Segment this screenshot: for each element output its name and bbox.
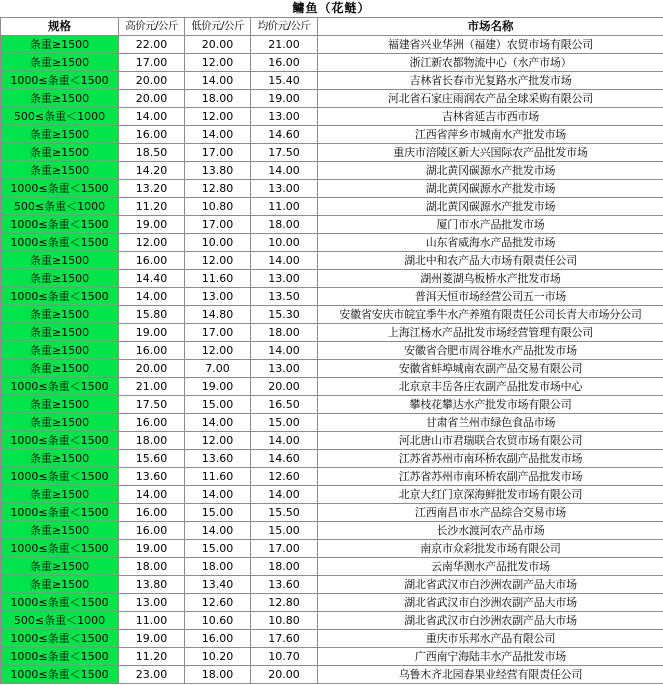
market-cell[interactable]: 河北唐山市君瑞联合农贸市场有限公司: [318, 432, 663, 450]
market-cell[interactable]: 湖北黄冈碳源水产批发市场: [318, 162, 663, 180]
low-price-cell[interactable]: 17.00: [185, 144, 251, 162]
spec-cell[interactable]: 1000≤条重＜1500: [1, 540, 119, 558]
table-row: [1, 540, 663, 558]
market-cell[interactable]: 上海江杨水产品批发市场经营管理有限公司: [318, 324, 663, 342]
header-spec[interactable]: 规格: [1, 18, 119, 36]
low-price-cell[interactable]: 12.00: [185, 252, 251, 270]
avg-price-cell[interactable]: 14.00: [251, 252, 318, 270]
low-price-cell[interactable]: 17.00: [185, 324, 251, 342]
avg-price-cell[interactable]: 20.00: [251, 666, 318, 684]
table-row: [1, 216, 663, 234]
table-row: [1, 342, 663, 360]
market-cell[interactable]: 安徽省安庆市皖宜季牛水产养殖有限责任公司长青大市场分公司: [318, 306, 663, 324]
high-price-cell[interactable]: 19.00: [119, 630, 185, 648]
low-price-cell[interactable]: 11.60: [185, 270, 251, 288]
header-market[interactable]: 市场名称: [318, 18, 663, 36]
market-cell[interactable]: 南京市众彩批发市场有限公司: [318, 540, 663, 558]
low-price-cell[interactable]: 14.00: [185, 414, 251, 432]
avg-price-cell[interactable]: 15.30: [251, 306, 318, 324]
high-price-cell[interactable]: 14.00: [119, 486, 185, 504]
market-cell[interactable]: 攀枝花攀达水产批发市场有限公司: [318, 396, 663, 414]
spec-cell[interactable]: 1000≤条重＜1500: [1, 504, 119, 522]
avg-price-cell[interactable]: 13.00: [251, 180, 318, 198]
high-price-cell[interactable]: 14.20: [119, 162, 185, 180]
avg-price-cell[interactable]: 14.00: [251, 432, 318, 450]
avg-price-cell[interactable]: 14.60: [251, 126, 318, 144]
high-price-cell[interactable]: 15.60: [119, 450, 185, 468]
table-row: [1, 504, 663, 522]
table-row: [1, 198, 663, 216]
spec-cell[interactable]: 1000≤条重＜1500: [1, 432, 119, 450]
avg-price-cell[interactable]: 14.00: [251, 162, 318, 180]
low-price-cell[interactable]: 20.00: [185, 36, 251, 54]
table-row: [1, 36, 663, 54]
spec-cell[interactable]: 条重≥1500: [1, 270, 119, 288]
low-price-cell[interactable]: 12.00: [185, 108, 251, 126]
table-row: [1, 612, 663, 630]
spec-cell[interactable]: 条重≥1500: [1, 306, 119, 324]
table-row: [1, 630, 663, 648]
table-row: [1, 162, 663, 180]
spec-cell[interactable]: 1000≤条重＜1500: [1, 378, 119, 396]
table-row: [1, 450, 663, 468]
market-cell[interactable]: 北京大红门京深海鲜批发市场有限公司: [318, 486, 663, 504]
high-price-cell[interactable]: 19.00: [119, 324, 185, 342]
high-price-cell[interactable]: 17.50: [119, 396, 185, 414]
low-price-cell[interactable]: 11.60: [185, 468, 251, 486]
spec-cell[interactable]: 条重≥1500: [1, 324, 119, 342]
high-price-cell[interactable]: 14.00: [119, 108, 185, 126]
spec-cell[interactable]: 1000≤条重＜1500: [1, 630, 119, 648]
high-price-cell[interactable]: 20.00: [119, 90, 185, 108]
table-row: [1, 90, 663, 108]
avg-price-cell[interactable]: 12.80: [251, 594, 318, 612]
low-price-cell[interactable]: 18.00: [185, 90, 251, 108]
high-price-cell[interactable]: 12.00: [119, 234, 185, 252]
high-price-cell[interactable]: 15.80: [119, 306, 185, 324]
spec-cell[interactable]: 条重≥1500: [1, 360, 119, 378]
high-price-cell[interactable]: 14.40: [119, 270, 185, 288]
table-row: [1, 594, 663, 612]
market-cell[interactable]: 浙江新农都物流中心（水产市场）: [318, 54, 663, 72]
market-cell[interactable]: 长沙水渡河农产品市场: [318, 522, 663, 540]
table-row: [1, 558, 663, 576]
high-price-cell[interactable]: 13.80: [119, 576, 185, 594]
market-cell[interactable]: 厦门市水产品批发市场: [318, 216, 663, 234]
avg-price-cell[interactable]: 15.50: [251, 504, 318, 522]
market-cell[interactable]: 吉林省延吉市西市场: [318, 108, 663, 126]
market-cell[interactable]: 普洱天恒市场经营公司五一市场: [318, 288, 663, 306]
avg-price-cell[interactable]: 15.00: [251, 522, 318, 540]
spec-cell[interactable]: 条重≥1500: [1, 162, 119, 180]
high-price-cell[interactable]: 20.00: [119, 72, 185, 90]
market-cell[interactable]: 江苏省苏州市南环桥农副产品批发市场: [318, 468, 663, 486]
avg-price-cell[interactable]: 17.50: [251, 144, 318, 162]
high-price-cell[interactable]: 11.20: [119, 198, 185, 216]
market-cell[interactable]: 湖北中和农产品大市场有限责任公司: [318, 252, 663, 270]
table-row: [1, 234, 663, 252]
spec-cell[interactable]: 500≤条重＜1000: [1, 198, 119, 216]
spec-cell[interactable]: 1000≤条重＜1500: [1, 234, 119, 252]
spec-cell[interactable]: 条重≥1500: [1, 342, 119, 360]
avg-price-cell[interactable]: 18.00: [251, 558, 318, 576]
high-price-cell[interactable]: 18.50: [119, 144, 185, 162]
table-row: [1, 486, 663, 504]
low-price-cell[interactable]: 10.00: [185, 234, 251, 252]
spec-cell[interactable]: 1000≤条重＜1500: [1, 180, 119, 198]
low-price-cell[interactable]: 18.00: [185, 558, 251, 576]
avg-price-cell[interactable]: 20.00: [251, 378, 318, 396]
spec-cell[interactable]: 500≤条重＜1000: [1, 108, 119, 126]
market-cell[interactable]: 湖北黄冈碳源水产批发市场: [318, 198, 663, 216]
market-cell[interactable]: 吉林省长春市光复路水产批发市场: [318, 72, 663, 90]
avg-price-cell[interactable]: 10.70: [251, 648, 318, 666]
spec-cell[interactable]: 条重≥1500: [1, 576, 119, 594]
table-row: [1, 252, 663, 270]
table-row: [1, 144, 663, 162]
avg-price-cell[interactable]: 14.60: [251, 450, 318, 468]
low-price-cell[interactable]: 15.00: [185, 396, 251, 414]
market-cell[interactable]: 江苏省苏州市南环桥农副产品批发市场: [318, 450, 663, 468]
spec-cell[interactable]: 1000≤条重＜1500: [1, 594, 119, 612]
spec-cell[interactable]: 条重≥1500: [1, 90, 119, 108]
table-row: [1, 108, 663, 126]
avg-price-cell[interactable]: 10.00: [251, 234, 318, 252]
market-cell[interactable]: 江西省萍乡市城南水产批发市场: [318, 126, 663, 144]
market-cell[interactable]: 安徽省合肥市周谷堆水产品批发市场: [318, 342, 663, 360]
high-price-cell[interactable]: 11.00: [119, 612, 185, 630]
market-cell[interactable]: 重庆市涪陵区新大兴国际农产品批发市场: [318, 144, 663, 162]
avg-price-cell[interactable]: 10.80: [251, 612, 318, 630]
spec-cell[interactable]: 条重≥1500: [1, 396, 119, 414]
high-price-cell[interactable]: 17.00: [119, 54, 185, 72]
low-price-cell[interactable]: 13.00: [185, 288, 251, 306]
market-cell[interactable]: 湖北省武汉市白沙洲农副产品大市场: [318, 612, 663, 630]
header-avg-price[interactable]: 均价元/公斤: [251, 18, 318, 36]
high-price-cell[interactable]: 16.00: [119, 414, 185, 432]
spec-cell[interactable]: 条重≥1500: [1, 414, 119, 432]
spec-cell[interactable]: 条重≥1500: [1, 126, 119, 144]
low-price-cell[interactable]: 14.00: [185, 72, 251, 90]
table-row: [1, 180, 663, 198]
table-row: [1, 126, 663, 144]
low-price-cell[interactable]: 10.80: [185, 198, 251, 216]
table-row: [1, 396, 663, 414]
market-cell[interactable]: 重庆市乐邦水产品有限公司: [318, 630, 663, 648]
high-price-cell[interactable]: 20.00: [119, 360, 185, 378]
low-price-cell[interactable]: 12.00: [185, 342, 251, 360]
spec-cell[interactable]: 条重≥1500: [1, 558, 119, 576]
price-table: [0, 17, 663, 684]
sheet-title: 鳙鱼（花鲢）: [292, 1, 371, 15]
table-row: [1, 414, 663, 432]
avg-price-cell[interactable]: 18.00: [251, 324, 318, 342]
low-price-cell[interactable]: 17.00: [185, 216, 251, 234]
market-cell[interactable]: 湖北省武汉市白沙洲农副产品大市场: [318, 576, 663, 594]
table-row: [1, 72, 663, 90]
low-price-cell[interactable]: 14.80: [185, 306, 251, 324]
spec-cell[interactable]: 条重≥1500: [1, 450, 119, 468]
table-row: [1, 576, 663, 594]
avg-price-cell[interactable]: 12.60: [251, 468, 318, 486]
low-price-cell[interactable]: 14.00: [185, 486, 251, 504]
spec-cell[interactable]: 条重≥1500: [1, 54, 119, 72]
high-price-cell[interactable]: 16.00: [119, 342, 185, 360]
high-price-cell[interactable]: 13.20: [119, 180, 185, 198]
table-row: [1, 648, 663, 666]
spec-cell[interactable]: 1000≤条重＜1500: [1, 288, 119, 306]
avg-price-cell[interactable]: 17.00: [251, 540, 318, 558]
avg-price-cell[interactable]: 16.00: [251, 54, 318, 72]
spec-cell[interactable]: 1000≤条重＜1500: [1, 216, 119, 234]
table-row: [1, 378, 663, 396]
low-price-cell[interactable]: 18.00: [185, 666, 251, 684]
spec-cell[interactable]: 1000≤条重＜1500: [1, 648, 119, 666]
high-price-cell[interactable]: 16.00: [119, 504, 185, 522]
avg-price-cell[interactable]: 15.00: [251, 414, 318, 432]
avg-price-cell[interactable]: 13.00: [251, 108, 318, 126]
avg-price-cell[interactable]: 17.60: [251, 630, 318, 648]
high-price-cell[interactable]: 23.00: [119, 666, 185, 684]
market-cell[interactable]: 乌鲁木齐北园春果业经营有限责任公司: [318, 666, 663, 684]
spec-cell[interactable]: 条重≥1500: [1, 252, 119, 270]
avg-price-cell[interactable]: 14.00: [251, 342, 318, 360]
low-price-cell[interactable]: 14.00: [185, 522, 251, 540]
table-row: [1, 270, 663, 288]
header-high-price[interactable]: 高价元/公斤: [119, 18, 185, 36]
high-price-cell[interactable]: 21.00: [119, 378, 185, 396]
market-cell[interactable]: 广西南宁海陆丰水产品批发市场: [318, 648, 663, 666]
table-row: [1, 306, 663, 324]
low-price-cell[interactable]: 12.80: [185, 180, 251, 198]
high-price-cell[interactable]: 19.00: [119, 216, 185, 234]
avg-price-cell[interactable]: 13.00: [251, 270, 318, 288]
low-price-cell[interactable]: 13.40: [185, 576, 251, 594]
table-row: [1, 360, 663, 378]
low-price-cell[interactable]: 10.60: [185, 612, 251, 630]
low-price-cell[interactable]: 14.00: [185, 126, 251, 144]
market-cell[interactable]: 甘肃省兰州市绿色食品市场: [318, 414, 663, 432]
market-cell[interactable]: 河北省石家庄雨润农产品全球采购有限公司: [318, 90, 663, 108]
low-price-cell[interactable]: 19.00: [185, 378, 251, 396]
avg-price-cell[interactable]: 13.60: [251, 576, 318, 594]
avg-price-cell[interactable]: 19.00: [251, 90, 318, 108]
spec-cell[interactable]: 条重≥1500: [1, 36, 119, 54]
low-price-cell[interactable]: 13.80: [185, 162, 251, 180]
market-cell[interactable]: 安徽省蚌埠城南农副产品交易有限公司: [318, 360, 663, 378]
market-cell[interactable]: 山东省威海水产品批发市场: [318, 234, 663, 252]
avg-price-cell[interactable]: 11.00: [251, 198, 318, 216]
high-price-cell[interactable]: 13.00: [119, 594, 185, 612]
high-price-cell[interactable]: 18.00: [119, 432, 185, 450]
high-price-cell[interactable]: 13.60: [119, 468, 185, 486]
high-price-cell[interactable]: 16.00: [119, 522, 185, 540]
avg-price-cell[interactable]: 15.40: [251, 72, 318, 90]
low-price-cell[interactable]: 15.00: [185, 504, 251, 522]
avg-price-cell[interactable]: 13.50: [251, 288, 318, 306]
low-price-cell[interactable]: 12.00: [185, 432, 251, 450]
market-cell[interactable]: 福建省兴业华洲（福建）农贸市场有限公司: [318, 36, 663, 54]
market-cell[interactable]: 云南华测水产品批发市场: [318, 558, 663, 576]
table-row: [1, 288, 663, 306]
table-row: [1, 666, 663, 684]
table-row: [1, 522, 663, 540]
high-price-cell[interactable]: 19.00: [119, 540, 185, 558]
spec-cell[interactable]: 条重≥1500: [1, 144, 119, 162]
spec-cell[interactable]: 条重≥1500: [1, 486, 119, 504]
avg-price-cell[interactable]: 14.00: [251, 486, 318, 504]
high-price-cell[interactable]: 16.00: [119, 126, 185, 144]
high-price-cell[interactable]: 11.20: [119, 648, 185, 666]
market-cell[interactable]: 江西南昌市水产品综合交易市场: [318, 504, 663, 522]
table-row: [1, 54, 663, 72]
table-row: [1, 432, 663, 450]
table-body: [1, 36, 663, 684]
market-cell[interactable]: 北京京丰岳各庄农副产品批发市场中心: [318, 378, 663, 396]
low-price-cell[interactable]: 16.00: [185, 630, 251, 648]
avg-price-cell[interactable]: 18.00: [251, 216, 318, 234]
avg-price-cell[interactable]: 21.00: [251, 36, 318, 54]
header-row: [1, 18, 663, 36]
low-price-cell[interactable]: 12.60: [185, 594, 251, 612]
low-price-cell[interactable]: 15.00: [185, 540, 251, 558]
spec-cell[interactable]: 1000≤条重＜1500: [1, 666, 119, 684]
market-cell[interactable]: 湖北省武汉市白沙洲农副产品大市场: [318, 594, 663, 612]
low-price-cell[interactable]: 12.00: [185, 54, 251, 72]
spec-cell[interactable]: 条重≥1500: [1, 522, 119, 540]
avg-price-cell[interactable]: 16.50: [251, 396, 318, 414]
low-price-cell[interactable]: 13.60: [185, 450, 251, 468]
high-price-cell[interactable]: 18.00: [119, 558, 185, 576]
market-cell[interactable]: 湖北黄冈碳源水产批发市场: [318, 180, 663, 198]
spec-cell[interactable]: 1000≤条重＜1500: [1, 468, 119, 486]
spec-cell[interactable]: 1000≤条重＜1500: [1, 72, 119, 90]
header-low-price[interactable]: 低价元/公斤: [185, 18, 251, 36]
high-price-cell[interactable]: 22.00: [119, 36, 185, 54]
market-cell[interactable]: 湖州菱湖乌板桥水产批发市场: [318, 270, 663, 288]
spec-cell[interactable]: 500≤条重＜1000: [1, 612, 119, 630]
avg-price-cell[interactable]: 13.00: [251, 360, 318, 378]
low-price-cell[interactable]: 7.00: [185, 360, 251, 378]
high-price-cell[interactable]: 16.00: [119, 252, 185, 270]
table-row: [1, 468, 663, 486]
high-price-cell[interactable]: 14.00: [119, 288, 185, 306]
low-price-cell[interactable]: 10.20: [185, 648, 251, 666]
table-row: [1, 324, 663, 342]
